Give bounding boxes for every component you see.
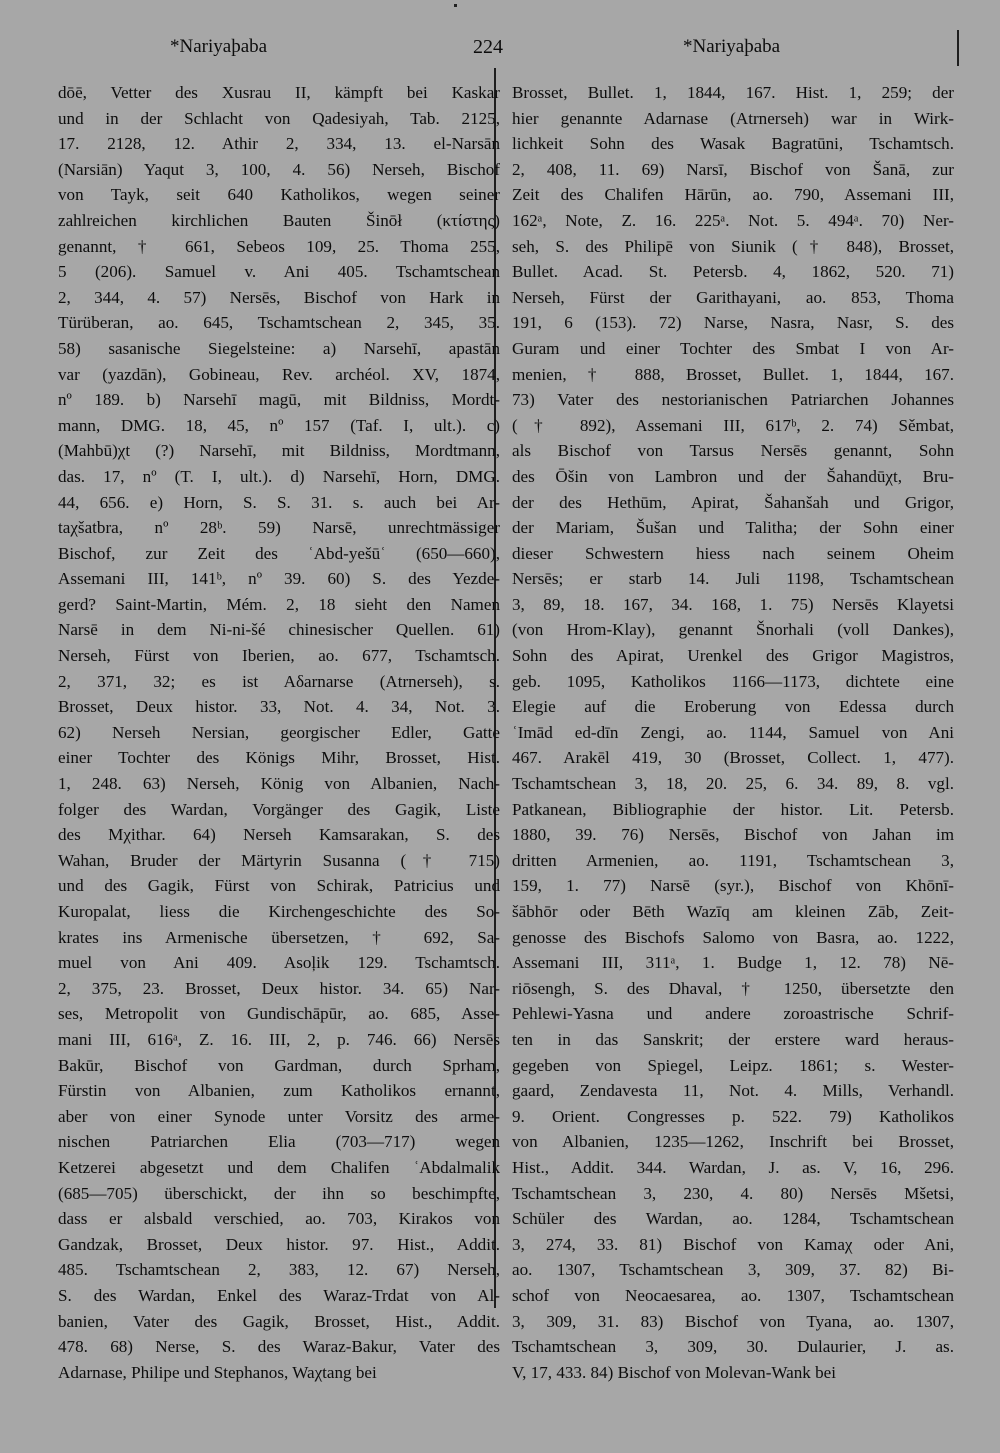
text-line: dieser Schwestern hiess nach seinem Oheim — [512, 543, 954, 563]
text-line: Kuropalat, liess die Kirchengeschichte des So- — [58, 902, 500, 921]
text-line: V, 17, 433. 84) Bischof von Molevan-Wank bei — [512, 1362, 836, 1382]
text-line: Bakūr, Bischof von Gardman, durch Sprham, — [58, 1055, 500, 1075]
text-line: (685—705) überschickt, der ihn so beschimpfte, — [58, 1183, 500, 1203]
text-line: Pehlewi-Yasna und andere zoroastrische Schrif- — [512, 1004, 954, 1024]
text-line: Tschamtschean 3, 230, 4. 80) Nersēs Mšetsi, — [512, 1183, 954, 1203]
text-line: 3, 309, 31. 83) Bischof von Tyana, ao. 1307, — [512, 1311, 954, 1331]
text-line: genosse des Bischofs Salomo von Basra, ao. 1222, — [512, 927, 954, 947]
text-line: Nerseh, Fürst der Garithayani, ao. 853, Thoma — [512, 287, 954, 307]
text-line: Brosset, Deux histor. 33, Not. 4. 34, Not. 3. — [58, 697, 500, 717]
text-line: Nerseh, Fürst von Iberien, ao. 677, Tschamtsch. — [58, 646, 500, 666]
text-line: šābhōr oder Bēth Wazīq am kleinen Zāb, Zeit- — [512, 902, 954, 921]
text-line: gegeben von Spiegel, Leipz. 1861; s. Wester- — [512, 1055, 954, 1075]
text-line: Tschamtschean 3, 18, 20. 25, 6. 34. 89, 8. vgl. — [512, 774, 954, 794]
text-line: der Mariam, Šušan und Talitha; der Sohn einer — [512, 518, 954, 538]
left-column — [58, 80, 500, 1385]
text-line: (von Hrom-Klay), genannt Šnorhali (voll Dankes), — [512, 620, 954, 640]
text-line: Fürstin von Albanien, zum Katholikos ernannt, — [58, 1081, 500, 1101]
text-line: 3, 274, 33. 81) Bischof von Kamaχ oder Ani, — [512, 1234, 954, 1254]
text-line: und des Gagik, Fürst von Schirak, Patricius und — [58, 876, 500, 896]
text-line: muel von Ani 409. Asoļik 129. Tschamtsch. — [58, 953, 500, 973]
text-line: banien, Vater des Gagik, Brosset, Hist., Addit. — [58, 1311, 500, 1331]
text-line: krates ins Armenische übersetzen, † 692, Sa- — [58, 927, 500, 947]
text-line: des Mχithar. 64) Nerseh Kamsarakan, S. des — [58, 825, 500, 845]
text-line: Türüberan, ao. 645, Tschamtschean 2, 345, 35. — [58, 313, 500, 333]
text-line: dritten Armenien, ao. 1191, Tschamtschean 3, — [512, 850, 954, 870]
text-line: 44, 656. e) Horn, S. S. 31. s. auch bei Ar- — [58, 492, 500, 512]
text-line: ses, Metropolit von Gundischāpūr, ao. 685, Asse- — [58, 1004, 500, 1024]
right-column — [512, 80, 954, 1385]
text-line: Elegie auf die Eroberung von Edessa durch — [512, 697, 954, 717]
text-line: gerd? Saint-Martin, Mém. 2, 18 sieht den Namen — [58, 594, 500, 614]
text-line: Sohn des Apirat, Urenkel des Grigor Magistros, — [512, 646, 954, 666]
text-line: ʿImād ed-dīn Zengi, ao. 1144, Samuel von Ani — [512, 722, 954, 742]
text-line: zahlreichen kirchlichen Bauten Šinōł (κτίστης) — [58, 210, 500, 230]
scan-speck — [454, 4, 457, 7]
text-line: 2, 408, 11. 69) Narsī, Bischof von Šanā, zur — [512, 159, 954, 179]
text-line: 159, 1. 77) Narsē (syr.), Bischof von Khōnī- — [512, 876, 954, 896]
running-head-right: *Nariyaþaba — [683, 36, 781, 57]
text-line: Brosset, Bullet. 1, 1844, 167. Hist. 1, 259; der — [512, 83, 954, 102]
text-line: dōē, Vetter des Xusrau II, kämpft bei Kaskar — [58, 83, 500, 102]
text-line: Nersēs; er starb 14. Juli 1198, Tschamtschean — [512, 569, 954, 589]
text-line: lichkeit Sohn des Wasak Bagratūni, Tschamtsch. — [512, 134, 954, 154]
text-line: ao. 1307, Tschamtschean 3, 309, 37. 82) Bi- — [512, 1260, 954, 1280]
text-line: 62) Nerseh Nersian, georgischer Edler, Gatte — [58, 722, 500, 742]
text-line: 9. Orient. Congresses p. 522. 79) Katholikos — [512, 1106, 954, 1126]
text-line: dass er alsbald verschied, ao. 703, Kirakos von — [58, 1209, 500, 1229]
text-line: nº 189. b) Narsehī magū, mit Bildniss, Mordt- — [58, 390, 500, 410]
text-line: von Albanien, 1235—1262, Inschrift bei Brosset, — [512, 1132, 954, 1152]
text-line: gaard, Zendavesta 11, Not. 4. Mills, Verhandl. — [512, 1081, 954, 1101]
text-line: Bischof, zur Zeit des ʿAbd-yešūʿ (650—660), — [58, 543, 500, 563]
text-line: 478. 68) Nerse, S. des Waraz-Bakur, Vater des — [58, 1337, 500, 1357]
text-line: Schüler des Wardan, ao. 1284, Tschamtschean — [512, 1209, 954, 1229]
text-line: 2, 371, 32; es ist Aδarnarse (Atrnerseh), s. — [58, 671, 500, 691]
text-line: Patkanean, Bibliographie der histor. Lit. Petersb. — [512, 799, 954, 819]
text-line: Bullet. Acad. St. Petersb. 4, 1862, 520. 71) — [512, 262, 954, 282]
text-line: ten in das Sanskrit; der erstere ward heraus- — [512, 1029, 954, 1049]
text-line: Assemani III, 311ᵃ, 1. Budge 1, 12. 78) Nē- — [512, 953, 954, 973]
text-line: und in der Schlacht von Qadesiyah, Tab. 2125, — [58, 108, 500, 128]
text-line: genannt, † 661, Sebeos 109, 25. Thoma 255, — [58, 236, 500, 256]
text-line: seh, S. des Philipē von Siunik († 848), Brosset, — [512, 236, 954, 256]
text-line: 17. 2128, 12. Athir 2, 334, 13. el-Narsān — [58, 134, 500, 154]
text-line: einer Tochter des Königs Mihr, Brosset, Hist. — [58, 748, 500, 768]
text-line: schof von Neocaesarea, ao. 1307, Tschamtschean — [512, 1285, 954, 1305]
running-head-left: *Nariyaþaba — [170, 36, 268, 57]
text-line: Ketzerei abgesetzt und dem Chalifen ʿAbdalmalik — [58, 1157, 500, 1177]
text-line: mann, DMG. 18, 45, nº 157 (Taf. I, ult.). c) — [58, 415, 500, 435]
text-line: († 892), Assemani III, 617ᵇ, 2. 74) Sěmbat, — [512, 415, 954, 435]
text-line: (Mahbū)χt (?) Narsehī, mit Bildniss, Mordtmann, — [58, 441, 500, 461]
text-line: taχšatbra, nº 28ᵇ. 59) Narsē, unrechtmässiger — [58, 518, 500, 538]
text-line: 485. Tschamtschean 2, 383, 12. 67) Nerseh, — [58, 1260, 500, 1280]
text-line: Assemani III, 141ᵇ, nº 39. 60) S. des Yezde- — [58, 569, 500, 589]
text-line: Guram und einer Tochter des Smbat I von Ar- — [512, 338, 954, 358]
text-line: menien, † 888, Brosset, Bullet. 1, 1844, 167. — [512, 364, 954, 384]
text-line: 191, 6 (153). 72) Narse, Nasra, Nasr, S. des — [512, 313, 954, 333]
text-line: 162ᵃ, Note, Z. 16. 225ᵃ. Not. 5. 494ᵃ. 70) Ner- — [512, 210, 954, 230]
text-line: S. des Wardan, Enkel des Waraz-Trdat von Al- — [58, 1285, 500, 1305]
text-line: als Bischof von Tarsus Nersēs genannt, Sohn — [512, 441, 954, 461]
text-line: Gandzak, Brosset, Deux histor. 97. Hist., Addit. — [58, 1234, 500, 1254]
text-line: (Narsiān) Yaqut 3, 100, 4. 56) Nerseh, Bischof — [58, 159, 500, 179]
text-line: Zeit des Chalifen Hārūn, ao. 790, Assemani III, — [512, 185, 954, 205]
text-line: 2, 375, 23. Brosset, Deux histor. 34. 65) Nar- — [58, 978, 500, 998]
page-header — [0, 36, 1000, 66]
text-line: mani III, 616ᵃ, Z. 16. III, 2, p. 746. 66) Nersēs — [58, 1029, 500, 1049]
text-line: Adarnase, Philipe und Stephanos, Waχtang bei — [58, 1362, 377, 1382]
text-line: 73) Vater des nestorianischen Patriarchen Johannes — [512, 390, 954, 410]
text-line: 467. Arakēl 419, 30 (Brosset, Collect. 1, 477). — [512, 748, 954, 768]
text-line: der des Hethūm, Apirat, Šahanšah und Grigor, — [512, 492, 954, 512]
text-line: Hist., Addit. 344. Wardan, J. as. V, 16, 296. — [512, 1157, 954, 1177]
text-line: nischen Patriarchen Elia (703—717) wegen — [58, 1132, 500, 1152]
text-line: 1880, 39. 76) Nersēs, Bischof von Jahan im — [512, 825, 954, 845]
text-line: Wahan, Bruder der Märtyrin Susanna († 715) — [58, 850, 500, 870]
text-line: folger des Wardan, Vorgänger des Gagik, Liste — [58, 799, 500, 819]
page-number: 224 — [473, 36, 503, 58]
text-line: 1, 248. 63) Nerseh, König von Albanien, Nach- — [58, 774, 500, 794]
text-line: Tschamtschean 3, 309, 30. Dulaurier, J. as. — [512, 1337, 954, 1357]
text-line: von Tayk, seit 640 Katholikos, wegen seiner — [58, 185, 500, 205]
text-line: hier genannte Adarnase (Atrnerseh) war in Wirk- — [512, 108, 954, 128]
text-line: geb. 1095, Katholikos 1166—1173, dichtete eine — [512, 671, 954, 691]
text-line: Narsē in dem Ni-ni-šé chinesischer Quellen. 61) — [58, 620, 500, 640]
text-line: 3, 89, 18. 167, 34. 168, 1. 75) Nersēs Klayetsi — [512, 594, 954, 614]
text-line: aber von einer Synode unter Vorsitz des arme- — [58, 1106, 500, 1126]
text-line: das. 17, nº (T. I, ult.). d) Narsehī, Horn, DMG. — [58, 466, 500, 486]
text-line: 58) sasanische Siegelsteine: a) Narsehī, apastān — [58, 338, 500, 358]
text-line: 2, 344, 4. 57) Nersēs, Bischof von Hark in — [58, 287, 500, 307]
text-line: des Ōšin von Lambron und der Šahandūχt, Bru- — [512, 466, 954, 486]
text-line: var (yazdān), Gobineau, Rev. archéol. XV, 1874, — [58, 364, 500, 384]
text-line: riōsengh, S. des Dhaval, † 1250, übersetzte den — [512, 978, 954, 998]
text-line: 5 (206). Samuel v. Ani 405. Tschamtschean — [58, 262, 500, 282]
